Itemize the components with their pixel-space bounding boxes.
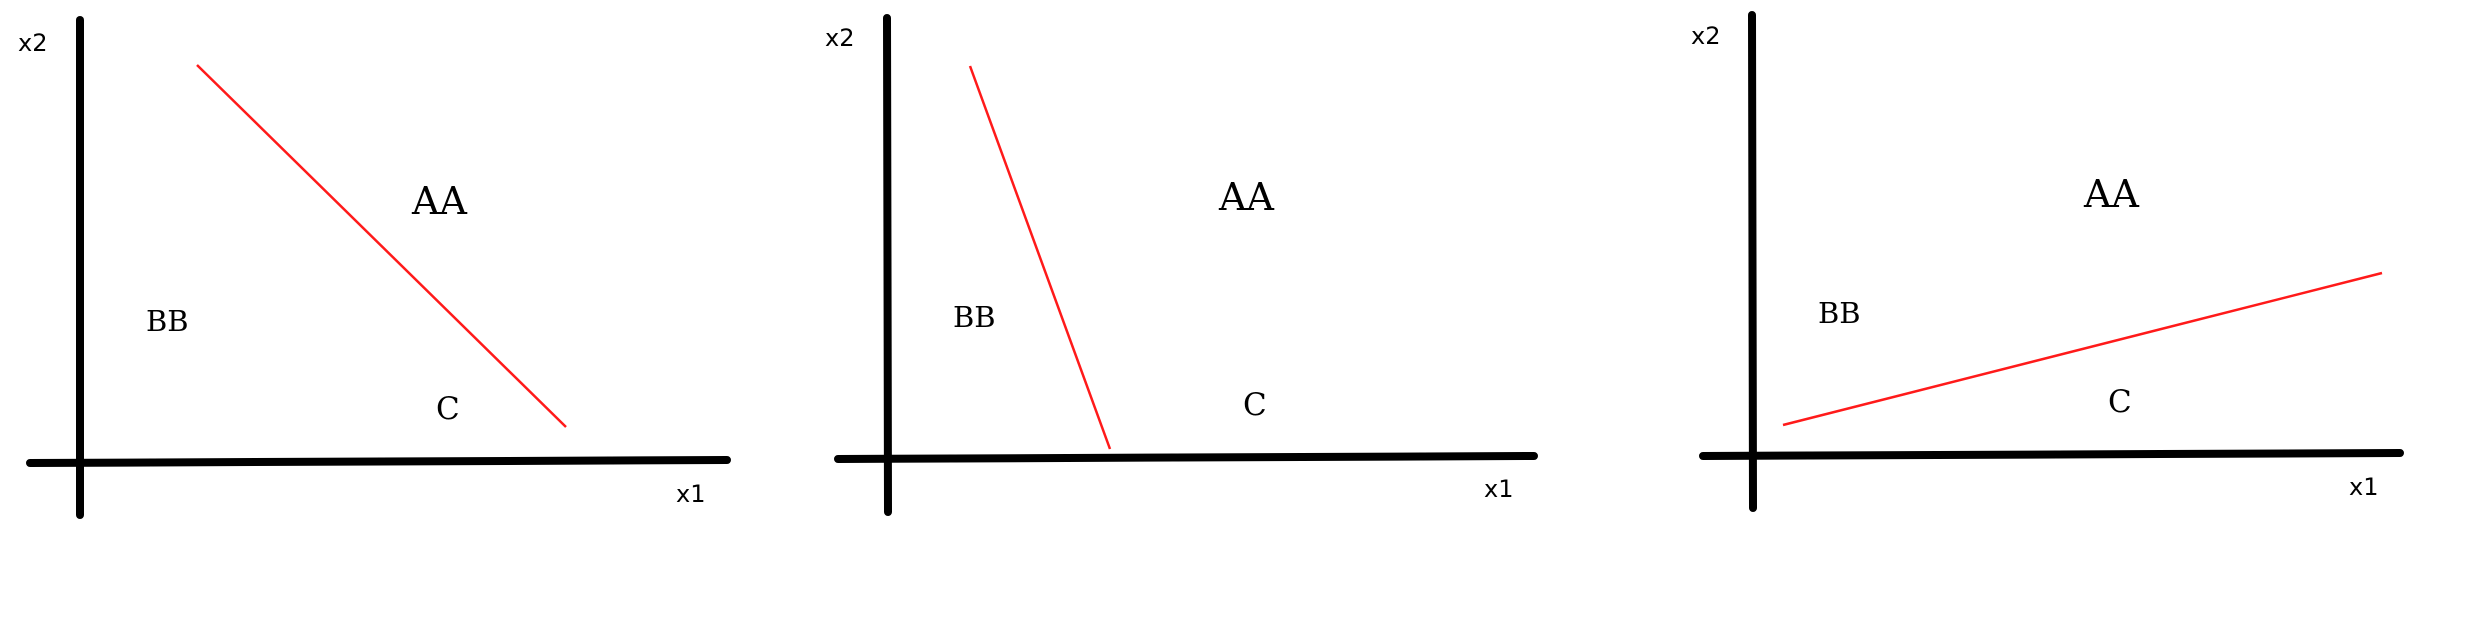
- panel-2-y-axis: [887, 18, 888, 512]
- panel-3-x-axis-label: x1: [2349, 473, 2379, 501]
- panel-3-y-axis: [1752, 15, 1753, 508]
- panel-3-region-aa-label: AA: [2084, 172, 2139, 216]
- panel-2-region-c-label: C: [1243, 387, 1267, 423]
- panel-2-region-aa-label: AA: [1219, 175, 1274, 219]
- panel-3-y-axis-label: x2: [1691, 22, 1721, 50]
- panel-3: [1691, 15, 2400, 508]
- panel-2: [825, 18, 1534, 512]
- panel-1-x-axis: [30, 460, 727, 463]
- panel-3-region-bb-label: BB: [1818, 296, 1861, 330]
- panel-1-x-axis-label: x1: [676, 480, 706, 508]
- panel-2-region-bb-label: BB: [953, 300, 996, 334]
- panel-2-decision-boundary: [970, 66, 1110, 449]
- panel-3-decision-boundary: [1783, 273, 2382, 425]
- panel-1-region-c-label: C: [436, 391, 460, 427]
- panel-3-region-c-label: C: [2108, 384, 2132, 420]
- panel-1-y-axis-label: x2: [18, 29, 48, 57]
- panel-1-decision-boundary: [197, 65, 566, 427]
- panel-1: [18, 20, 727, 515]
- panel-1-region-aa-label: AA: [412, 179, 467, 223]
- panel-2-x-axis-label: x1: [1484, 475, 1514, 503]
- panel-3-x-axis: [1703, 453, 2400, 456]
- panel-1-region-bb-label: BB: [146, 304, 189, 338]
- panel-2-y-axis-label: x2: [825, 24, 855, 52]
- panel-2-x-axis: [838, 456, 1534, 459]
